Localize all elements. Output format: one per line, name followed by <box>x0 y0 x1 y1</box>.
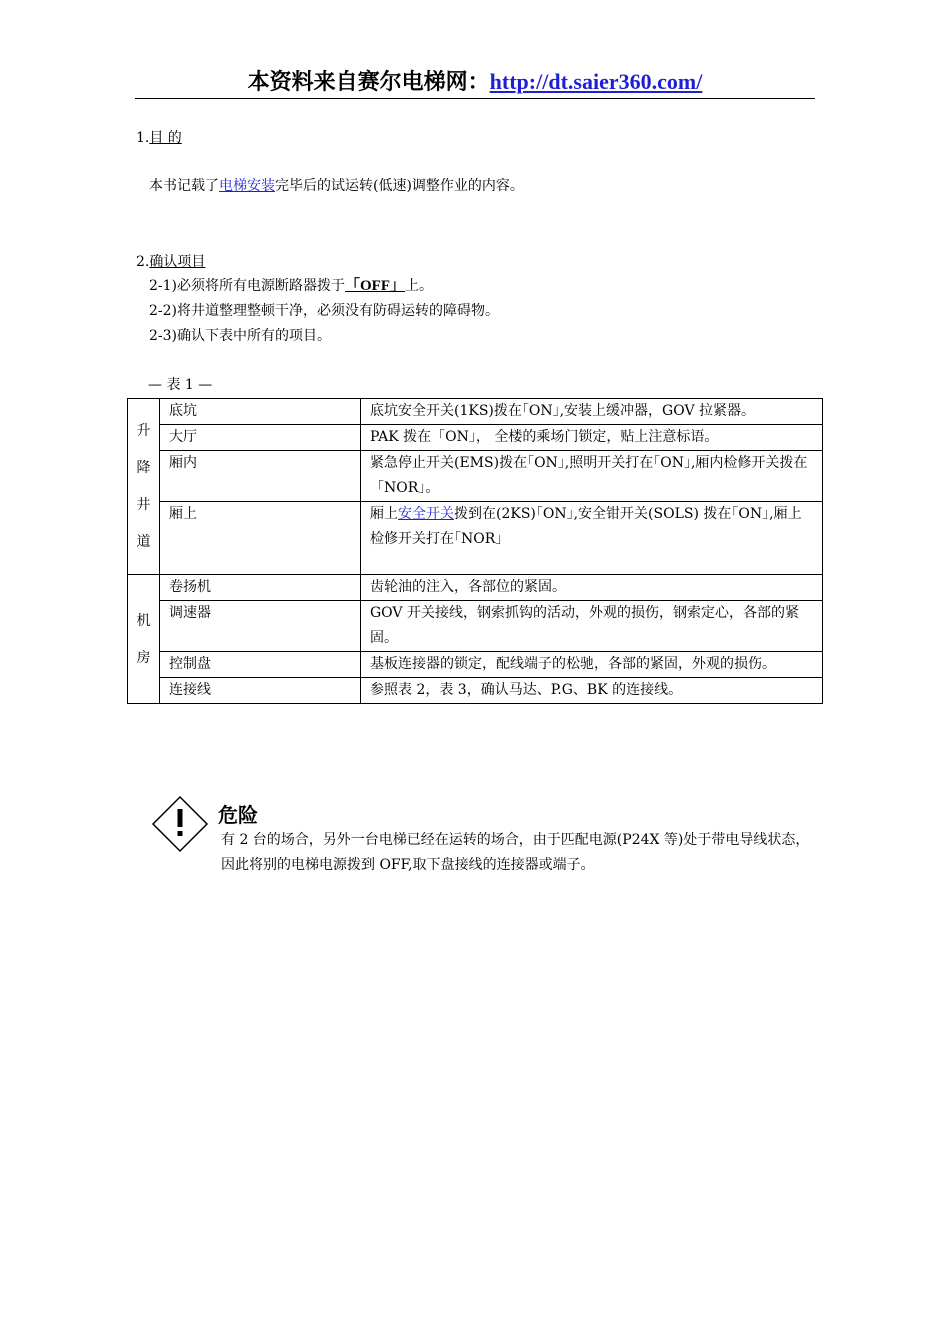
item-cell: 厢内 <box>160 451 361 502</box>
page-header <box>135 66 815 99</box>
item-cell: 控制盘 <box>160 652 361 678</box>
table-row <box>128 451 823 502</box>
table-row <box>128 601 823 652</box>
table-row <box>128 425 823 451</box>
table-row <box>128 575 823 601</box>
item-cell: 底坑 <box>160 399 361 425</box>
section1-body-after: 完毕后的试运转(低速)调整作业的内容。 <box>275 178 524 194</box>
item-cell: 大厅 <box>160 425 361 451</box>
section2-line1 <box>149 276 433 296</box>
section2-line2: 2-2)将井道整理整顿干净，必须没有防碍运转的障碍物。 <box>149 303 500 319</box>
content-cell: 紧急停止开关(EMS)拨在｢ON｣,照明开关打在｢ON｣,厢内检修开关拨在「NOR」。 <box>361 451 823 502</box>
exclamation-diamond-icon <box>151 795 209 853</box>
section2-line1-after: 上。 <box>405 278 434 294</box>
off-label: 「OFF」 <box>345 278 406 294</box>
content-before: 厢上 <box>370 506 398 522</box>
item-cell: 卷扬机 <box>160 575 361 601</box>
item-cell: 连接线 <box>160 678 361 704</box>
content-cell: 底坑安全开关(1KS)拨在｢ON｣,安装上缓冲器，GOV 拉紧器。 <box>361 399 823 425</box>
table-caption: — 表 1 — <box>148 377 213 393</box>
section2-line3: 2-3)确认下表中所有的项目。 <box>149 328 332 344</box>
content-after: 拨到在(2KS)｢ON｣,安全钳开关(SOLS) 拨在｢ON｣,厢上检修开关打在｢NOR｣ <box>370 506 802 547</box>
group-machine-room-label <box>128 575 160 704</box>
section1-title: 目 的 <box>149 130 182 146</box>
table-row <box>128 652 823 678</box>
item-cell: 厢上 <box>160 502 361 575</box>
content-cell <box>361 502 823 575</box>
group-char: 升 <box>136 423 151 439</box>
safety-switch-link[interactable]: 安全开关 <box>398 506 454 522</box>
table-row <box>128 678 823 704</box>
table-row <box>128 502 823 575</box>
elevator-install-link[interactable]: 电梯安装 <box>219 178 275 194</box>
warning-title: 危险 <box>218 803 258 827</box>
content-cell: 参照表 2，表 3，确认马达、P.G、BK 的连接线。 <box>361 678 823 704</box>
group-char: 机 <box>136 612 151 629</box>
group-hoistway-label <box>128 399 160 575</box>
section2-heading <box>136 252 205 272</box>
content-cell: GOV 开关接线，钢索抓钩的活动，外观的损伤，钢索定心，各部的紧固。 <box>361 601 823 652</box>
item-cell: 调速器 <box>160 601 361 652</box>
group-char: 降 <box>136 460 151 476</box>
content-cell: 齿轮油的注入，各部位的紧固。 <box>361 575 823 601</box>
section1-number: 1. <box>136 130 150 146</box>
section1-body <box>149 176 524 196</box>
section2-line1-before: 2-1)必须将所有电源断路器拨于 <box>149 278 346 294</box>
section1-heading <box>136 128 182 148</box>
header-url-link[interactable]: http://dt.saier360.com/ <box>489 69 703 94</box>
section1-body-before: 本书记载了 <box>149 178 219 194</box>
check-items-table <box>127 398 823 704</box>
group-char: 井 <box>136 497 151 513</box>
table-row <box>128 399 823 425</box>
section2-number: 2. <box>136 254 150 270</box>
group-char: 房 <box>136 649 151 666</box>
warning-body: 有 2 台的场合，另外一台电梯已经在运转的场合，由于匹配电源(P24X 等)处于带电导线状态，因此将别的电梯电源拨到 OFF,取下盘接线的连接器或端子。 <box>221 832 810 873</box>
group-char: 道 <box>136 534 151 550</box>
content-cell: PAK 拨在「ON」， 全楼的乘场门锁定，贴上注意标语。 <box>361 425 823 451</box>
section2-title: 确认项目 <box>149 254 206 270</box>
content-cell: 基板连接器的锁定，配线端子的松驰，各部的紧固，外观的损伤。 <box>361 652 823 678</box>
header-prefix: 本资料来自赛尔电梯网： <box>247 70 490 95</box>
